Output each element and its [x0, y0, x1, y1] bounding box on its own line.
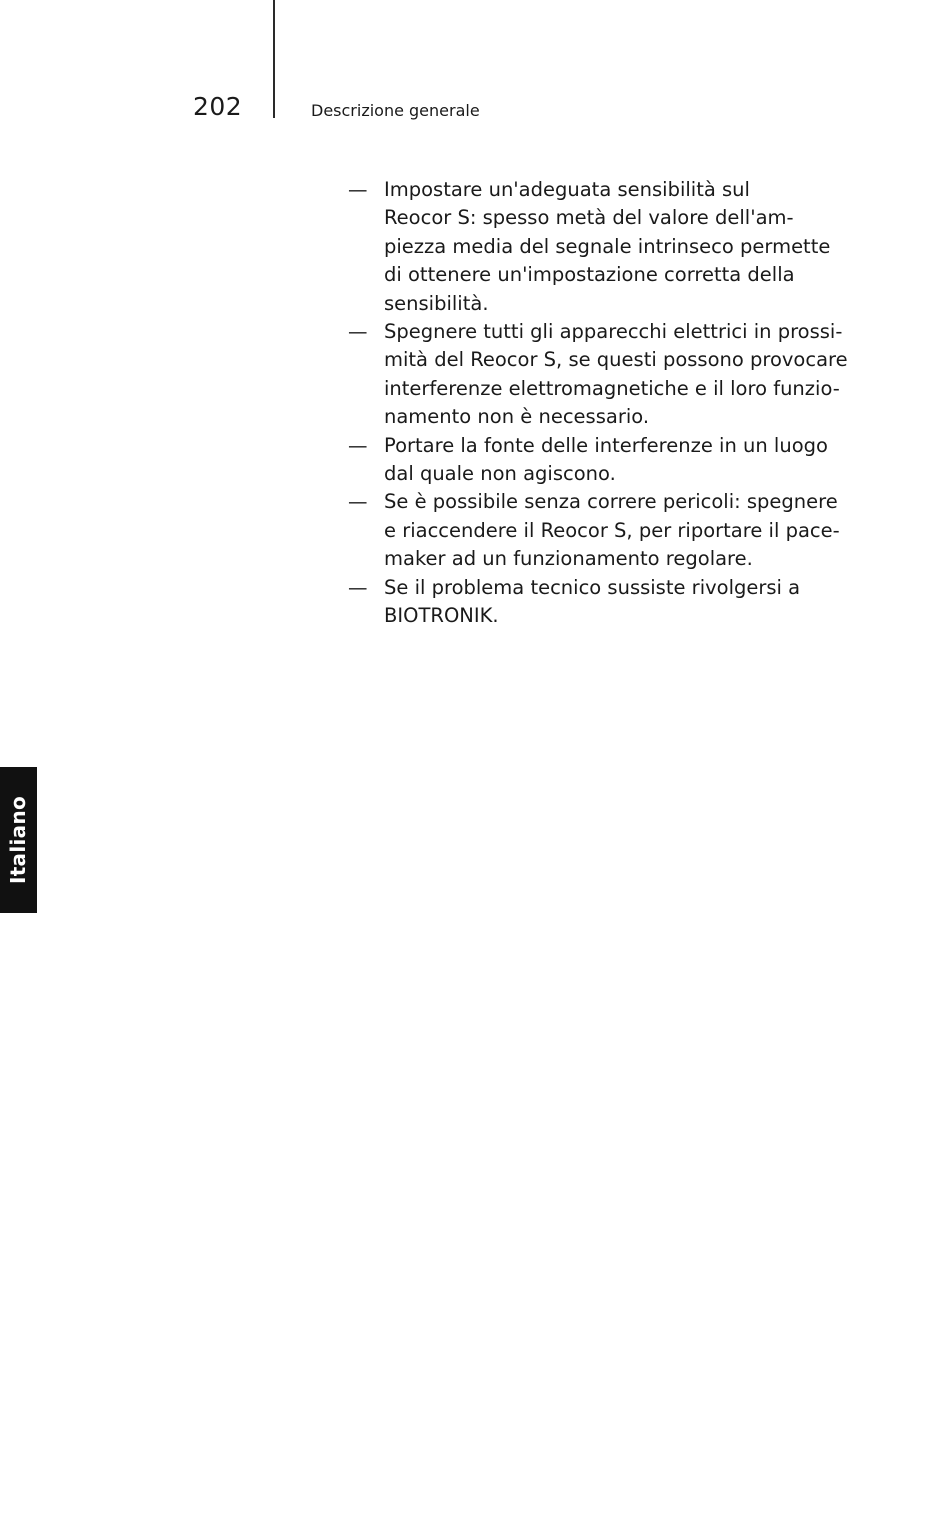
list-item: [348, 318, 868, 432]
dash-bullet: —: [348, 433, 368, 457]
item-line: Se è possibile senza correre pericoli: spegnere: [384, 490, 838, 514]
item-line: maker ad un funzionamento regolare.: [384, 547, 753, 571]
dash-bullet: —: [348, 178, 368, 201]
item-line: mità del Reocor S, se questi possono provocare: [384, 348, 848, 372]
item-line: e riaccendere il Reocor S, per riportare il pace-: [384, 518, 840, 542]
item-line: namento non è necessario.: [384, 405, 650, 429]
list-item: [348, 488, 868, 573]
language-tab: [0, 767, 37, 913]
dash-bullet: —: [348, 490, 368, 514]
item-line: piezza media del segnale intrinseco permette: [384, 234, 831, 258]
language-label: Italiano: [6, 795, 30, 885]
item-line: BIOTRONIK.: [384, 604, 499, 628]
item-line: Se il problema tecnico sussiste rivolgersi a: [384, 575, 801, 599]
item-line: Reocor S: spesso metà del valore dell'am-: [384, 206, 794, 230]
page-number: 202: [193, 92, 243, 121]
list-item: [348, 574, 868, 631]
item-line: di ottenere un'impostazione corretta della: [384, 263, 795, 287]
item-line: interferenze elettromagnetiche e il loro funzio-: [384, 376, 840, 400]
item-line: Portare la fonte delle interferenze in un luogo: [384, 433, 828, 457]
item-line: Impostare un'adeguata sensibilità sul: [384, 178, 750, 201]
item-line: Spegnere tutti gli apparecchi elettrici in prossi-: [384, 320, 843, 344]
item-line: dal quale non agiscono.: [384, 462, 616, 486]
list-item: [348, 176, 868, 318]
dash-bullet: —: [348, 320, 368, 344]
dash-bullet: —: [348, 575, 368, 599]
header-divider: [273, 0, 275, 118]
instruction-list: [348, 176, 868, 631]
section-title: Descrizione generale: [311, 101, 480, 120]
item-line: sensibilità.: [384, 291, 489, 315]
list-item: [348, 432, 868, 489]
